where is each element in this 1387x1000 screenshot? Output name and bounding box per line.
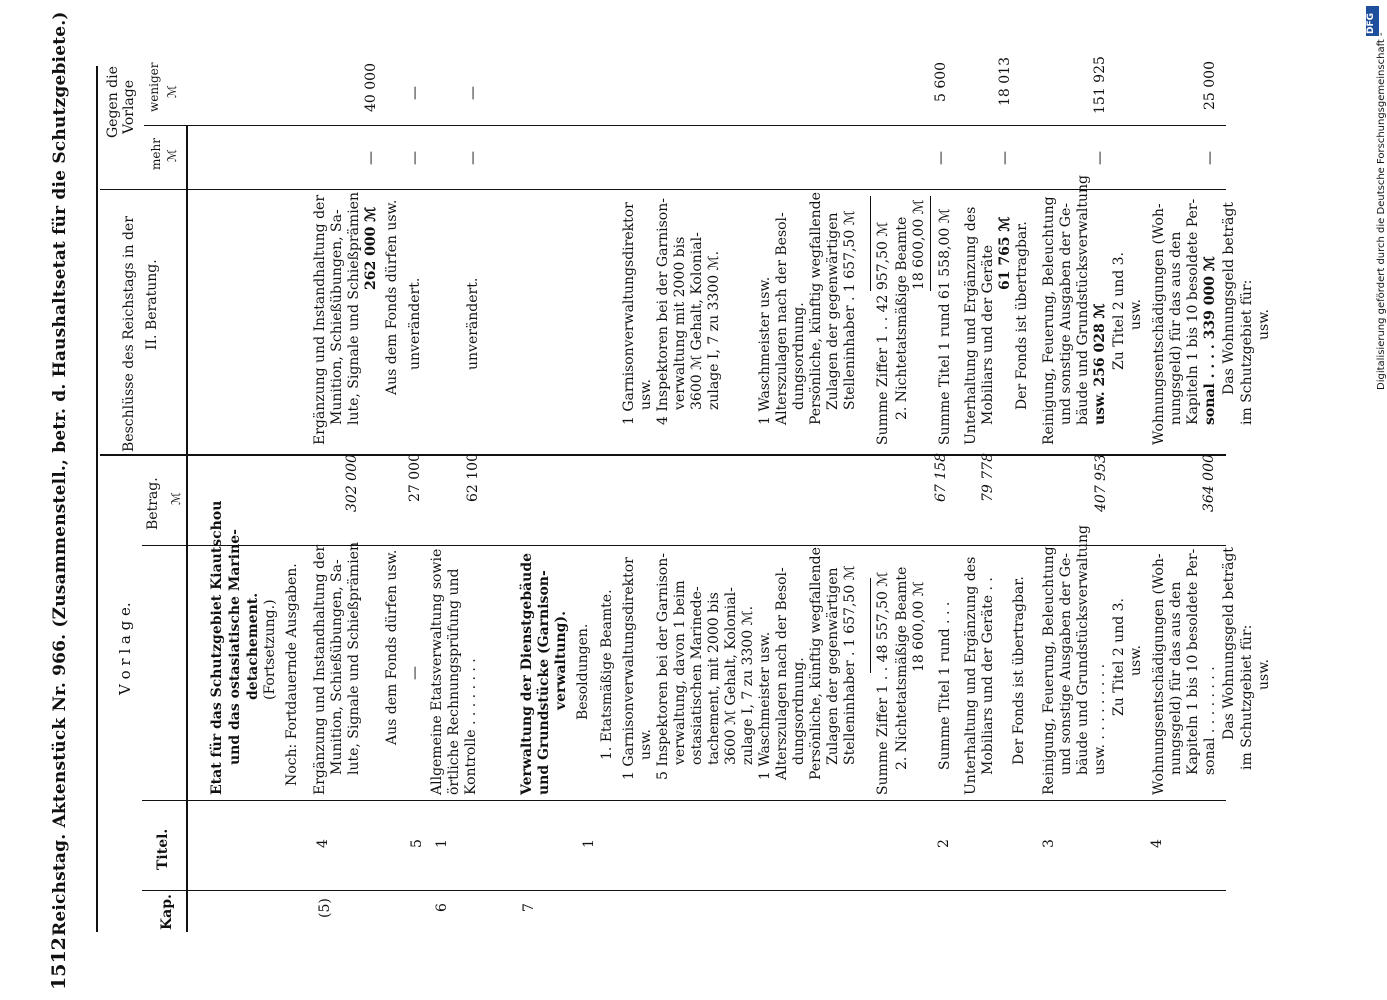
beschluss-line: Das Wohnungsgeld beträgt — [1221, 202, 1237, 395]
beschluss-line: sonal . . . . 339 000 ℳ — [1202, 256, 1218, 425]
vorlage-line: bäude und Grundstücksverwaltung — [1075, 525, 1091, 775]
col-header-gegen: Gegen die — [105, 66, 121, 138]
betrag-cell: 302 000 — [344, 454, 360, 512]
col-header-mehr-unit: ℳ — [165, 149, 179, 162]
titel-cell: 3 — [1041, 839, 1057, 848]
sum-rule-2 — [870, 196, 871, 291]
col-rule-kap — [142, 890, 1226, 891]
vorlage-line: verwaltung). — [553, 611, 569, 710]
beschluss-line: unverändert. — [407, 277, 423, 370]
kap-cell: 6 — [434, 903, 450, 912]
vorlage-line: usw. — [638, 729, 654, 760]
betrag-cell: 62 100 — [465, 453, 481, 502]
vorlage-line: zulage I, 7 zu 3300 ℳ. — [740, 605, 756, 765]
vorlage-line: verwaltung, davon 1 beim — [672, 580, 688, 765]
vorlage-line: Summe Titel 1 rund . . . — [937, 601, 953, 770]
beschluss-line: im Schutzgebiet für: — [1239, 279, 1255, 425]
table-top-rule — [96, 66, 98, 932]
beschluss-line: Kapiteln 1 bis 10 besoldete Per- — [1185, 198, 1201, 425]
beschluss-line: Zu Titel 2 und 3. — [1111, 251, 1127, 370]
col-header-betrag-unit: ℳ — [169, 492, 183, 505]
vorlage-line: Summe Ziffer 1 . . 48 557,50 ℳ — [875, 571, 891, 795]
vorlage-line: Verwaltung der Dienstgebäude — [519, 552, 535, 795]
vorlage-line: Besoldungen. — [575, 623, 591, 720]
betrag-cell: 407 953 — [1093, 454, 1109, 512]
vorlage-line: Unterhaltung und Ergänzung des — [963, 556, 979, 795]
col-rule-betrag — [100, 454, 1226, 456]
vorlage-line: und das ostasiatische Marine- — [227, 529, 243, 765]
beschluss-line: Munition, Schießübungen, Sa- — [329, 209, 345, 425]
vorlage-line: lute, Signale und Schießprämien — [346, 542, 362, 775]
col-header-titel: Titel. — [155, 828, 171, 870]
vorlage-line: (Fortsetzung.) — [262, 599, 278, 700]
col-header-weniger-unit: ℳ — [165, 85, 179, 98]
beschluss-line: Wohnungsentschädigungen (Woh- — [1151, 203, 1167, 445]
vorlage-line: Stelleninhaber . 1 657,50 ℳ — [842, 565, 858, 765]
beschluss-line: Summe Ziffer 1 . . 42 957,50 ℳ — [875, 221, 891, 445]
titel-cell: 1 — [581, 839, 597, 848]
vorlage-line: Mobiliars und der Geräte . . — [980, 577, 996, 775]
kap-cell: (5) — [317, 898, 333, 918]
mehr-cell: — — [1092, 151, 1108, 165]
kap-cell: 7 — [521, 903, 537, 912]
beschluss-line: Ergänzung und Instandhaltung der — [312, 194, 328, 445]
weniger-cell: — — [465, 86, 481, 100]
col-header-beratung: II. Beratung. — [144, 259, 160, 350]
beschluss-line: Stelleninhaber . 1 657,50 ℳ — [842, 210, 858, 410]
beschluss-line: Zulagen der gegenwärtigen — [825, 212, 841, 410]
betrag-cell: 79 778 — [980, 453, 996, 502]
vorlage-line: Ergänzung und Instandhaltung der — [312, 544, 328, 795]
beschluss-line: Reinigung, Feuerung, Beleuchtung — [1041, 196, 1057, 445]
beschluss-line: 1 Garnisonverwaltungsdirektor — [621, 202, 637, 425]
page-number: 1512 — [48, 937, 70, 990]
weniger-cell: 151 925 — [1092, 56, 1108, 114]
beschluss-line: 3600 ℳ Gehalt, Kolonial- — [689, 232, 705, 410]
col-header-vorlage: V o r l a g e. — [116, 602, 134, 695]
beschluss-line: Summe Titel 1 rund 61 558,00 ℳ — [937, 208, 953, 445]
vorlage-line: Kapiteln 1 bis 10 besoldete Per- — [1185, 548, 1201, 775]
sum-rule-1 — [870, 578, 871, 673]
vorlage-line: ostasiatischen Marinede- — [689, 586, 705, 765]
col-header-betrag: Betrag. — [145, 477, 161, 530]
vorlage-line: 5 Inspektoren bei der Garnison- — [655, 553, 671, 780]
vorlage-line: Zu Titel 2 und 3. — [1111, 597, 1127, 716]
beschluss-line: Persönliche, künftig wegfallende — [808, 192, 824, 425]
beschluss-line: bäude und Grundstücksverwaltung — [1075, 175, 1091, 425]
titel-cell: 1 — [434, 839, 450, 848]
col-rule-vorlage — [142, 545, 1226, 546]
vorlage-line: und Grundstücke (Garnison- — [536, 570, 552, 795]
beschluss-line: und sonstige Ausgaben der Ge- — [1058, 203, 1074, 425]
vorlage-line: Allgemeine Etatsverwaltung sowie — [429, 548, 445, 795]
vorlage-line: 1. Etatsmäßige Beamte. — [599, 589, 615, 760]
weniger-cell: 25 000 — [1202, 61, 1218, 110]
beschluss-line: unverändert. — [465, 277, 481, 370]
col-header-kap: Kap. — [159, 894, 175, 930]
mehr-cell: — — [1202, 151, 1218, 165]
beschluss-line: zulage I, 7 zu 3300 ℳ. — [706, 250, 722, 410]
vorlage-line: Noch: Fortdauernde Ausgaben. — [284, 563, 300, 786]
beschluss-line: 4 Inspektoren bei der Garnison- — [655, 198, 671, 425]
vorlage-line: Zulagen der gegenwärtigen — [825, 567, 841, 765]
vorlage-line: detachement. — [245, 592, 261, 700]
mehr-cell: — — [363, 151, 379, 165]
titel-cell: 4 — [315, 839, 331, 848]
weniger-cell: — — [407, 86, 423, 100]
betrag-cell: 67 158 — [933, 453, 949, 502]
col-header-weniger: weniger — [147, 62, 161, 112]
vorlage-line: Munition, Schießübungen, Sa- — [329, 559, 345, 775]
vorlage-line: Etat für das Schutzgebiet Kiautschou — [209, 500, 225, 795]
vorlage-line: Der Fonds ist übertragbar. — [1011, 576, 1027, 765]
mehr-cell: — — [933, 151, 949, 165]
col-rule-titel — [142, 800, 1226, 801]
sum-rule-3 — [930, 196, 931, 291]
titel-cell: 5 — [409, 839, 425, 848]
vorlage-line: sonal . . . . . . . . — [1202, 666, 1218, 775]
beschluss-line: 262 000 ℳ — [363, 206, 379, 290]
gegen-split-rule — [144, 125, 1226, 126]
mehr-cell: — — [407, 151, 423, 165]
titel-cell: 2 — [936, 839, 952, 848]
beschluss-line: Aus dem Fonds dürfen usw. — [384, 199, 400, 395]
vorlage-line: usw. . . . . . . . . . — [1092, 663, 1108, 775]
weniger-cell: 18 013 — [997, 57, 1013, 106]
beschluss-line: usw. 256 028 ℳ — [1092, 303, 1108, 425]
col-header-beschluesse: Beschlüsse des Reichstags in der — [121, 216, 137, 452]
beschluss-line: dungsordnung. — [791, 302, 807, 410]
betrag-cell: 27 000 — [407, 453, 423, 502]
digitization-credit: Digitalisierung gefördert durch die Deutsche Forschungsgemeinschaft - — [1376, 32, 1387, 390]
col-header-mehr: mehr — [149, 138, 163, 170]
vorlage-line: usw. — [1256, 659, 1272, 690]
col-rule-beschluss — [100, 189, 1226, 190]
beschluss-line: Der Fonds ist übertragbar. — [1014, 221, 1030, 410]
vorlage-line: und sonstige Ausgaben der Ge- — [1058, 553, 1074, 775]
beschluss-line: 2. Nichtetatsmäßige Beamte — [894, 216, 910, 420]
page-title: Reichstag. Aktenstück Nr. 966. (Zusammenstell., betr. d. Haushaltsetat für die Schutzgebiete.) — [50, 11, 70, 936]
weniger-cell: 5 600 — [933, 61, 949, 102]
header-bottom-rule — [186, 126, 188, 932]
vorlage-line: örtliche Rechnungsprüfung und — [446, 568, 462, 795]
vorlage-line: 1 Garnisonverwaltungsdirektor — [621, 557, 637, 780]
beschluss-line: usw. — [1128, 299, 1144, 330]
vorlage-line: usw. — [1128, 645, 1144, 676]
vorlage-line: 18 600,00 ℳ — [911, 581, 927, 672]
vorlage-line: 3600 ℳ Gehalt, Kolonial- — [723, 587, 739, 765]
beschluss-line: Alterszulagen nach der Besol- — [774, 212, 790, 425]
vorlage-line: Das Wohnungsgeld beträgt — [1221, 547, 1237, 740]
beschluss-line: usw. — [1256, 309, 1272, 340]
vorlage-line: Persönliche, künftig wegfallende — [808, 547, 824, 780]
vorlage-line: Alterszulagen nach der Besol- — [774, 567, 790, 780]
mehr-cell: — — [465, 151, 481, 165]
titel-cell: 4 — [1149, 839, 1165, 848]
vorlage-line: tachement, mit 2000 bis — [706, 592, 722, 765]
vorlage-line: 1 Waschmeister usw. — [757, 631, 773, 780]
vorlage-line: Wohnungsentschädigungen (Woh- — [1151, 553, 1167, 795]
vorlage-line: 2. Nichtetatsmäßige Beamte — [894, 566, 910, 770]
vorlage-line: im Schutzgebiet für: — [1239, 624, 1255, 770]
beschluss-line: usw. — [638, 379, 654, 410]
beschluss-line: 1 Waschmeister usw. — [757, 276, 773, 425]
vorlage-line: Reinigung, Feuerung, Beleuchtung — [1041, 546, 1057, 795]
beschluss-line: Unterhaltung und Ergänzung des — [963, 206, 979, 445]
col-header-vorlage2: Vorlage — [121, 79, 137, 134]
beschluss-line: nungsgeld) für das aus den — [1168, 231, 1184, 425]
beschluss-line: 61 765 ℳ — [997, 216, 1013, 290]
beschluss-line: 18 600,00 ℳ — [911, 199, 927, 290]
vorlage-line: dungsordnung. — [791, 657, 807, 765]
beschluss-line: Mobiliars und der Geräte — [980, 244, 996, 425]
weniger-cell: 40 000 — [363, 63, 379, 112]
betrag-cell: 364 000 — [1201, 454, 1217, 512]
vorlage-line: nungsgeld) für das aus den — [1168, 581, 1184, 775]
beschluss-line: verwaltung mit 2000 bis — [672, 236, 688, 410]
vorlage-line: Aus dem Fonds dürfen usw. — [384, 549, 400, 745]
vorlage-line: Kontrolle . . . . . . . . — [463, 658, 479, 795]
vorlage-line: — — [407, 666, 423, 680]
mehr-cell: — — [997, 151, 1013, 165]
dfg-logo-text: DFG — [1366, 12, 1376, 34]
beschluss-line: lute, Signale und Schießprämien — [346, 192, 362, 425]
